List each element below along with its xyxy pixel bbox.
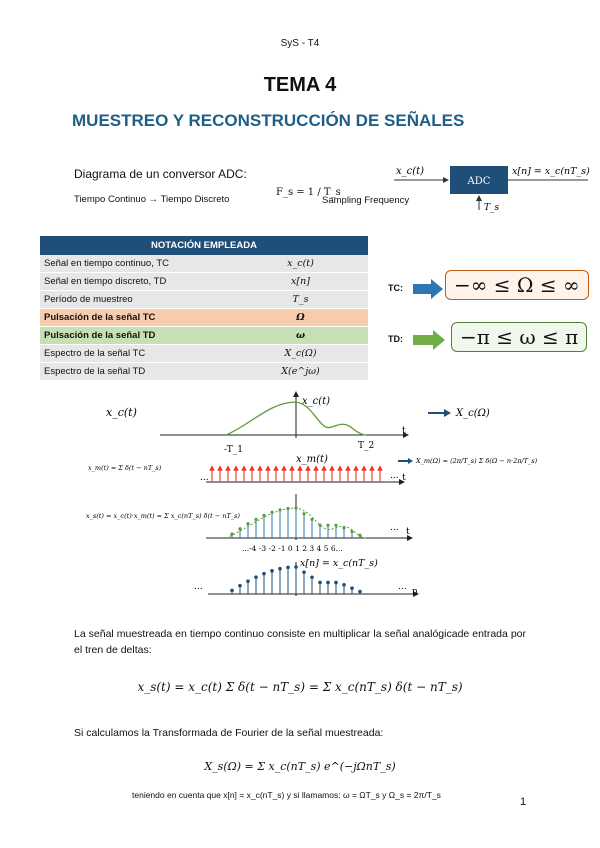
adc-output-label: x[n] = x_c(nT_s) xyxy=(512,166,590,177)
sample-dot xyxy=(310,518,313,521)
row3-dots: ... xyxy=(390,523,399,533)
discrete-dot xyxy=(238,584,242,588)
discrete-dot xyxy=(270,569,274,573)
page-subtitle: MUESTREO Y RECONSTRUCCIÓN DE SEÑALES xyxy=(72,111,465,130)
table-row xyxy=(40,273,368,291)
tc-range: −∞ ≤ Ω ≤ ∞ xyxy=(445,270,589,300)
row-label: Señal en tiempo continuo, TC xyxy=(40,255,229,273)
row3-sample-stems xyxy=(230,506,361,538)
sample-dot xyxy=(262,514,265,517)
sample-dot xyxy=(238,527,241,530)
row1-curve-label: x_c(t) xyxy=(302,396,331,407)
row2-delta-train xyxy=(212,468,380,482)
discrete-dot xyxy=(350,586,354,590)
fs-formula: F_s = 1 / T_s xyxy=(276,187,341,198)
discrete-dot xyxy=(318,581,322,585)
row3-t-label: t xyxy=(406,527,410,537)
table-row xyxy=(40,291,368,309)
discrete-dot xyxy=(294,565,298,569)
tc-arrow-icon xyxy=(413,278,445,300)
notation-table xyxy=(40,236,368,381)
row4-discrete-stems xyxy=(230,565,362,594)
row2-arrow-icon xyxy=(398,458,413,464)
sample-dot xyxy=(334,524,337,527)
sample-dot xyxy=(350,530,353,533)
tc-to-td-text: Tiempo Continuo → Tiempo Discreto xyxy=(74,194,230,205)
discrete-dot xyxy=(326,581,330,585)
row-symbol: x[n] xyxy=(229,273,368,291)
td-arrow-icon xyxy=(413,329,447,351)
row1-neg-t-label: -T_1 xyxy=(224,445,243,455)
table-row xyxy=(40,309,368,327)
paragraph-sampling: La señal muestreada en tiempo continuo consiste en multiplicar la señal analógicade entrada por el tren de deltas: xyxy=(74,628,526,656)
row2-t-label: t xyxy=(402,473,406,483)
table-row xyxy=(40,345,368,363)
row4-n-label: n xyxy=(412,587,418,597)
adc-input-label: x_c(t) xyxy=(396,166,425,177)
sampling-figure xyxy=(0,390,600,615)
td-range-label: TD: xyxy=(388,334,403,344)
row1-left-label: x_c(t) xyxy=(106,406,137,419)
adc-box-label: ADC xyxy=(467,176,491,187)
row3-left-label: x_s(t) = x_c(t)·x_m(t) = Σ x_c(nT_s) δ(t − nT_s) xyxy=(86,512,240,520)
discrete-dot xyxy=(230,589,234,593)
row-label: Pulsación de la señal TD xyxy=(40,327,229,345)
page-number: 1 xyxy=(520,796,527,808)
discrete-dot xyxy=(342,583,346,587)
discrete-dot xyxy=(262,572,266,576)
row2-mid-label: x_m(t) xyxy=(296,454,328,465)
sample-dot xyxy=(358,534,361,537)
row-symbol: T_s xyxy=(229,291,368,309)
row-symbol: x_c(t) xyxy=(229,255,368,273)
row4-dots-left: ... xyxy=(194,582,203,592)
row-label: Espectro de la señal TC xyxy=(40,345,229,363)
row1-right-label: X_c(Ω) xyxy=(456,408,490,419)
sample-dot xyxy=(326,524,329,527)
discrete-dot xyxy=(310,575,314,579)
row-label: Período de muestreo xyxy=(40,291,229,309)
adc-diagram-label: Diagrama de un conversor ADC: xyxy=(74,167,247,181)
discrete-dot xyxy=(246,579,250,583)
sample-dot xyxy=(286,507,289,510)
row2-left-label: x_m(t) = Σ δ(t − nT_s) xyxy=(88,464,162,472)
sample-dot xyxy=(294,506,297,509)
row1-arrow-icon xyxy=(428,409,451,417)
row-symbol: ω xyxy=(229,327,368,345)
tc-range-label: TC: xyxy=(388,283,403,293)
equation-1: x_s(t) = x_c(t) Σ δ(t − nT_s) = Σ x_c(nT_s) δ(t − nT_s) xyxy=(137,680,463,694)
row4-label: x[n] = x_c(nT_s) xyxy=(300,558,378,569)
discrete-dot xyxy=(286,566,290,570)
sample-dot xyxy=(302,512,305,515)
equation-3-text: teniendo en cuenta que x[n] = x_c(nT_s) y si llamamos: ω = ΩT_s y Ω_s = 2π/T_s xyxy=(132,790,441,800)
page-header: SyS - T4 xyxy=(280,38,320,49)
row2-dots-right: ... xyxy=(390,471,399,481)
sample-dot xyxy=(246,522,249,525)
equation-2: X_s(Ω) = Σ x_c(nT_s) e^(−jΩnT_s) xyxy=(204,760,396,773)
row-symbol: X(e^jω) xyxy=(229,363,368,381)
notation-table-header: NOTACIÓN EMPLEADA xyxy=(40,236,368,255)
table-row xyxy=(40,255,368,273)
sample-dot xyxy=(254,518,257,521)
row-symbol: X_c(Ω) xyxy=(229,345,368,363)
adc-clock-label: T_s xyxy=(484,203,500,213)
row2-dots-left: ... xyxy=(200,473,209,483)
discrete-dot xyxy=(302,570,306,574)
row4-dots-right: ... xyxy=(398,582,407,592)
sample-dot xyxy=(270,511,273,514)
row-label: Pulsación de la señal TC xyxy=(40,309,229,327)
row1-pos-t-label: T_2 xyxy=(358,441,375,451)
row-label: Espectro de la señal TD xyxy=(40,363,229,381)
row2-right-label: X_m(Ω) = (2π/T_s) Σ δ(Ω − n·2π/T_s) xyxy=(416,457,538,465)
discrete-dot xyxy=(358,590,362,594)
row-label: Señal en tiempo discreto, TD xyxy=(40,273,229,291)
sample-dot xyxy=(342,526,345,529)
row3-tick-labels: ...-4 -3 -2 -1 0 1 2 3 4 5 6... xyxy=(242,544,343,553)
sample-dot xyxy=(230,532,233,535)
table-row xyxy=(40,363,368,381)
fs-note: Sampling Frequency xyxy=(322,195,410,206)
row1-t-label: t xyxy=(402,426,406,436)
discrete-dot xyxy=(254,575,258,579)
table-row xyxy=(40,327,368,345)
page-title: TEMA 4 xyxy=(263,74,337,96)
td-range: −π ≤ ω ≤ π xyxy=(451,322,587,352)
sample-dot xyxy=(318,524,321,527)
sample-dot xyxy=(278,508,281,511)
paragraph-fourier: Si calculamos la Transformada de Fourier de la señal muestreada: xyxy=(74,727,384,739)
row-symbol: Ω xyxy=(229,309,368,327)
adc-diagram xyxy=(392,158,592,214)
discrete-dot xyxy=(334,581,338,585)
discrete-dot xyxy=(278,567,282,571)
